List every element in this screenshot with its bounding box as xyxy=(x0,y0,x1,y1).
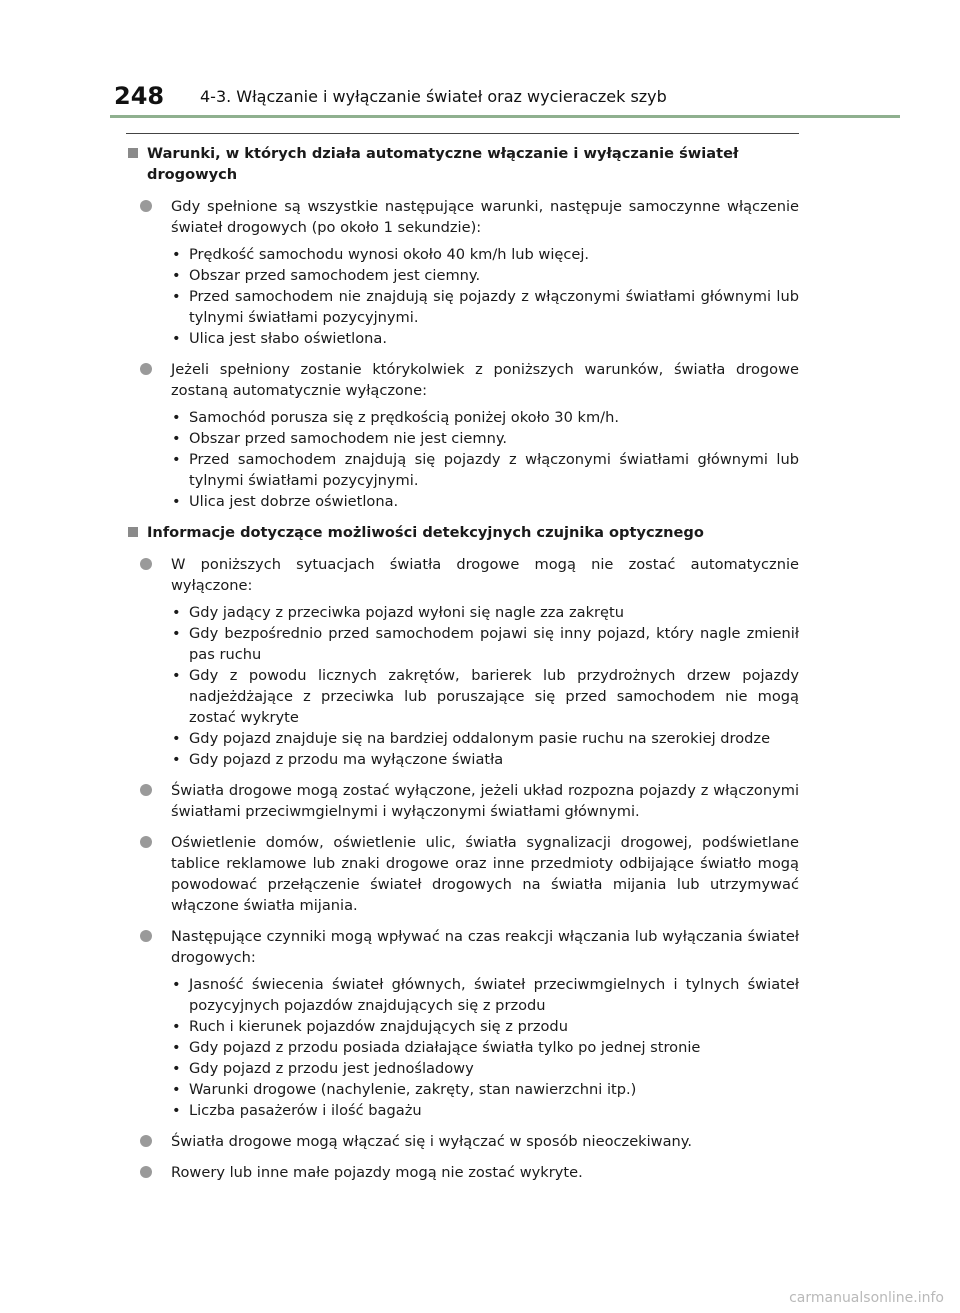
bullet-text: Prędkość samochodu wynosi około 40 km/h lub więcej. xyxy=(189,246,590,263)
bullet-dot-icon: • xyxy=(172,288,181,305)
item-text: Światła drogowe mogą zostać wyłączone, jeżeli układ rozpozna pojazdy z włączonymi światłami przeciwmgielnymi i wyłączonymi światłami głównymi. xyxy=(171,782,799,820)
item-text: Rowery lub inne małe pojazdy mogą nie zostać wykryte. xyxy=(171,1164,583,1181)
square-bullet-icon xyxy=(128,527,138,537)
bullet-dot-icon: • xyxy=(172,1102,181,1119)
bullet-item xyxy=(171,665,799,728)
bullet-text: Ruch i kierunek pojazdów znajdujących się z przodu xyxy=(189,1018,568,1035)
circle-bullet-icon xyxy=(140,363,152,375)
bullet-dot-icon: • xyxy=(172,493,181,510)
section xyxy=(126,143,799,512)
circle-bullet-icon xyxy=(140,836,152,848)
bullet-dot-icon: • xyxy=(172,1081,181,1098)
bullet-text: Przed samochodem nie znajdują się pojazdy z włączonymi światłami głównymi lub tylnymi światłami pozycyjnymi. xyxy=(189,288,799,326)
bullet-dot-icon: • xyxy=(172,409,181,426)
bullet-text: Warunki drogowe (nachylenie, zakręty, stan nawierzchni itp.) xyxy=(189,1081,637,1098)
bullet-list xyxy=(171,602,799,770)
bullet-dot-icon: • xyxy=(172,667,181,684)
bullet-dot-icon: • xyxy=(172,604,181,621)
bullet-text: Ulica jest dobrze oświetlona. xyxy=(189,493,399,510)
bullet-dot-icon: • xyxy=(172,267,181,284)
section xyxy=(126,522,799,1183)
bullet-text: Gdy pojazd z przodu jest jednośladowy xyxy=(189,1060,474,1077)
bullet-text: Obszar przed samochodem jest ciemny. xyxy=(189,267,481,284)
chapter-title: 4-3. Włączanie i wyłączanie świateł oraz wycieraczek szyb xyxy=(200,87,667,106)
bullet-text: Gdy pojazd z przodu ma wyłączone światła xyxy=(189,751,504,768)
list-item xyxy=(126,1162,799,1183)
item-text: W poniższych sytuacjach światła drogowe mogą nie zostać automatycznie wyłączone: xyxy=(171,556,799,594)
page-number: 248 xyxy=(114,82,165,110)
bullet-text: Samochód porusza się z prędkością poniżej około 30 km/h. xyxy=(189,409,619,426)
bullet-item xyxy=(171,1079,799,1100)
bullet-text: Gdy z powodu licznych zakrętów, barierek lub przydrożnych drzew pojazdy nadjeżdżające z przeciwka lub poruszające się przed samochodem nie mogą zostać wykryte xyxy=(189,667,799,726)
bullet-dot-icon: • xyxy=(172,1018,181,1035)
bullet-text: Gdy pojazd z przodu posiada działające światła tylko po jednej stronie xyxy=(189,1039,701,1056)
bullet-item xyxy=(171,728,799,749)
section-title: Informacje dotyczące możliwości detekcyjnych czujnika optycznego xyxy=(147,524,704,541)
item-text: Następujące czynniki mogą wpływać na czas reakcji włączania lub wyłączania świateł drogowych: xyxy=(171,928,799,966)
bullet-text: Liczba pasażerów i ilość bagażu xyxy=(189,1102,422,1119)
bullet-text: Obszar przed samochodem nie jest ciemny. xyxy=(189,430,508,447)
bullet-list xyxy=(171,974,799,1121)
bullet-dot-icon: • xyxy=(172,751,181,768)
bullet-dot-icon: • xyxy=(172,451,181,468)
item-text: Światła drogowe mogą włączać się i wyłączać w sposób nieoczekiwany. xyxy=(171,1133,692,1150)
bullet-item xyxy=(171,265,799,286)
circle-bullet-icon xyxy=(140,1135,152,1147)
bullet-item xyxy=(171,749,799,770)
page-content xyxy=(126,133,799,1193)
circle-bullet-icon xyxy=(140,558,152,570)
bullet-text: Jasność świecenia świateł głównych, świateł przeciwmgielnych i tylnych świateł pozycyjnych pojazdów znajdujących się z przodu xyxy=(189,976,799,1014)
bullet-item xyxy=(171,328,799,349)
header-divider xyxy=(110,115,900,118)
circle-bullet-icon xyxy=(140,930,152,942)
bullet-item xyxy=(171,623,799,665)
bullet-dot-icon: • xyxy=(172,1060,181,1077)
bullet-dot-icon: • xyxy=(172,430,181,447)
bullet-text: Przed samochodem znajdują się pojazdy z włączonymi światłami głównymi lub tylnymi światłami pozycyjnymi. xyxy=(189,451,799,489)
bullet-item xyxy=(171,1037,799,1058)
list-item xyxy=(126,554,799,770)
bullet-dot-icon: • xyxy=(172,730,181,747)
list-item xyxy=(126,359,799,512)
list-item xyxy=(126,832,799,916)
bullet-item xyxy=(171,491,799,512)
section-heading xyxy=(126,522,799,543)
bullet-dot-icon: • xyxy=(172,330,181,347)
bullet-item xyxy=(171,428,799,449)
circle-bullet-icon xyxy=(140,200,152,212)
list-item xyxy=(126,1131,799,1152)
bullet-item xyxy=(171,974,799,1016)
item-text: Gdy spełnione są wszystkie następujące warunki, następuje samoczynne włączenie świateł drogowych (po około 1 sekundzie): xyxy=(171,198,799,236)
bullet-dot-icon: • xyxy=(172,625,181,642)
list-item xyxy=(126,926,799,1121)
bullet-text: Gdy pojazd znajduje się na bardziej oddalonym pasie ruchu na szerokiej drodze xyxy=(189,730,771,747)
bullet-item xyxy=(171,407,799,428)
circle-bullet-icon xyxy=(140,784,152,796)
bullet-dot-icon: • xyxy=(172,976,181,993)
bullet-dot-icon: • xyxy=(172,246,181,263)
bullet-text: Gdy bezpośrednio przed samochodem pojawi się inny pojazd, który nagle zmienił pas ruchu xyxy=(189,625,799,663)
bullet-item xyxy=(171,449,799,491)
bullet-list xyxy=(171,407,799,512)
bullet-item xyxy=(171,602,799,623)
item-text: Jeżeli spełniony zostanie którykolwiek z poniższych warunków, światła drogowe zostaną automatycznie wyłączone: xyxy=(171,361,799,399)
bullet-item xyxy=(171,286,799,328)
bullet-text: Ulica jest słabo oświetlona. xyxy=(189,330,387,347)
bullet-item xyxy=(171,1100,799,1121)
page-header xyxy=(0,0,960,118)
list-item xyxy=(126,196,799,349)
section-title: Warunki, w których działa automatyczne włączanie i wyłączanie świateł drogowych xyxy=(147,145,739,183)
bullet-item xyxy=(171,1016,799,1037)
watermark: carmanualsonline.info xyxy=(789,1290,944,1306)
bullet-list xyxy=(171,244,799,349)
bullet-dot-icon: • xyxy=(172,1039,181,1056)
bullet-text: Gdy jadący z przeciwka pojazd wyłoni się nagle zza zakrętu xyxy=(189,604,624,621)
circle-bullet-icon xyxy=(140,1166,152,1178)
section-heading xyxy=(126,143,799,185)
bullet-item xyxy=(171,1058,799,1079)
list-item xyxy=(126,780,799,822)
square-bullet-icon xyxy=(128,148,138,158)
item-text: Oświetlenie domów, oświetlenie ulic, światła sygnalizacji drogowej, podświetlane tablice reklamowe lub znaki drogowe oraz inne przedmioty odbijające światło mogą powodować przełączenie świateł drogowych na światła mijania lub utrzymywać włączone światła mijania. xyxy=(171,834,799,914)
bullet-item xyxy=(171,244,799,265)
